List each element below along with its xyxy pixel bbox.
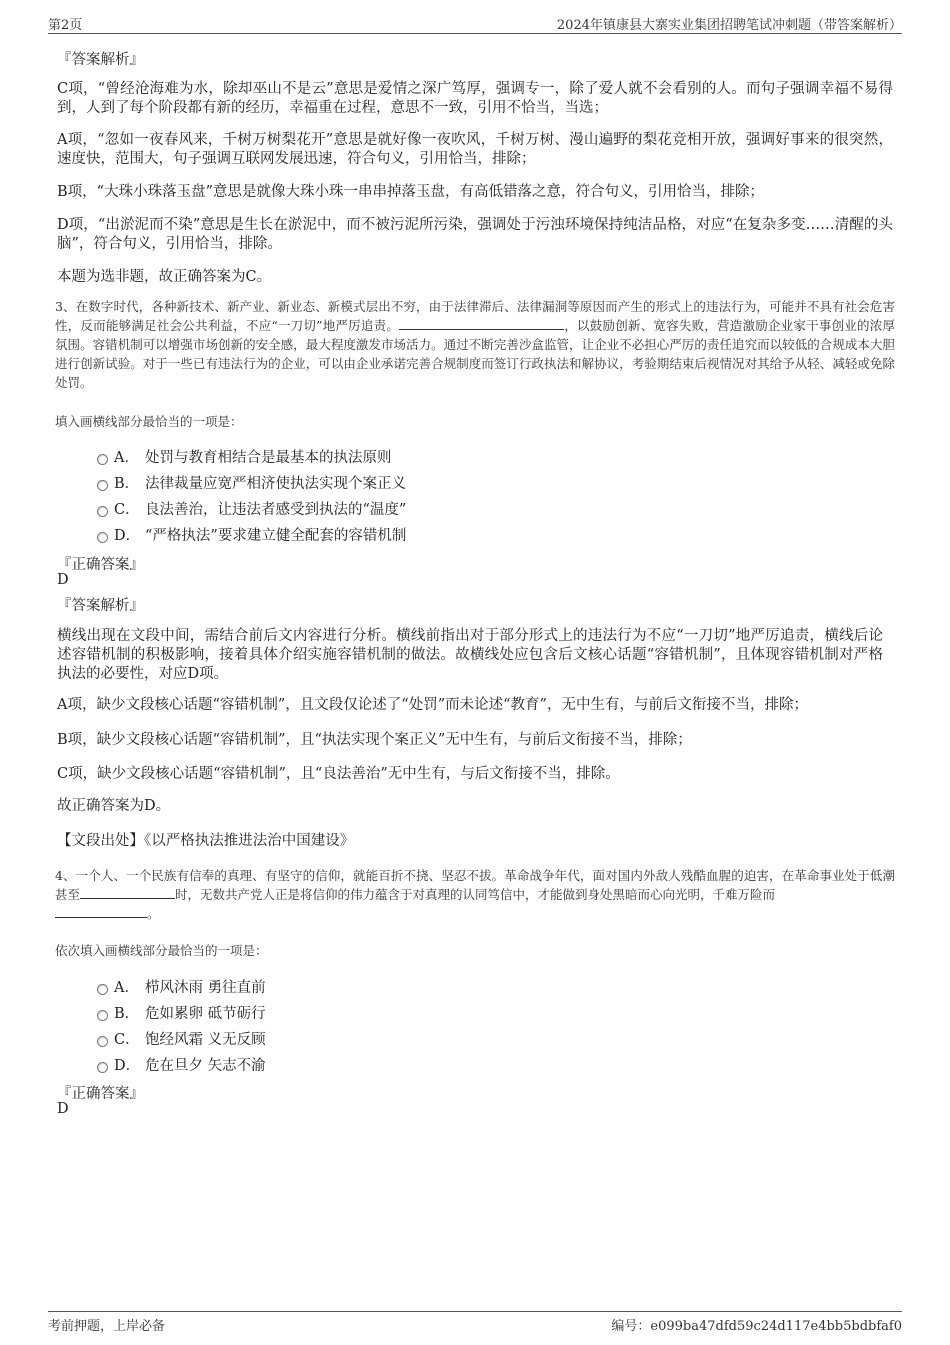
radio-button[interactable] [97,1010,108,1021]
analysis-label: 『答案解析』 [57,598,144,614]
q3-analysis-option-c: C项，缺少文段核心话题“容错机制”，且“良法善治”无中生有，与后文衔接不当，排除。 [57,766,620,782]
document-id: 编号：e099ba47dfd59c24d117e4bb5bdbfaf0 [611,1319,902,1334]
radio-button[interactable] [97,454,108,465]
question-4-prompt: 依次填入画横线部分最恰当的一项是： [55,943,268,958]
q3-source: 【文段出处】《以严格执法推进法治中国建设》 [57,833,355,849]
analysis-paragraph-a: A项，“忽如一夜春风来，千树万树梨花开”意思是就好像一夜吹风，千树万树、漫山遍野的梨花竞相开放，强调好事来的很突然，速度快，范围大，句子强调互联网发展迅速，符合句义，引用恰当，排除； [57,132,893,167]
answer-blank [399,317,564,330]
q3-analysis-conclusion: 故正确答案为D。 [57,798,171,814]
page-header [48,14,902,34]
correct-answer-label: 『正确答案』 [57,1086,144,1102]
radio-button[interactable] [97,1036,108,1047]
analysis-paragraph-b: B项，“大珠小珠落玉盘”意思是就像大珠小珠一串串掉落玉盘，有高低错落之意，符合句义，引用恰当，排除； [57,184,764,200]
question-4-text: 4、一个人、一个民族有信奉的真理、有坚守的信仰，就能百折不挠、坚忍不拔。革命战争年代，面对国内外敌人残酷血腥的迫害，在革命事业处于低潮甚至 时，无数共产党人正是将信仰的伟力蕴含于对真理的认同笃信中，才能做到身处黑暗而心向光明，千难万险而 。 [55,868,895,921]
q3-analysis-paragraph: 横线出现在文段中间，需结合前后文内容进行分析。横线前指出对于部分形式上的违法行为不应“一刀切”地严厉追责，横线后论述容错机制的积极影响，接着具体介绍实施容错机制的做法。故横线处应包含后文核心话题“容错机制”，且体现容错机制对严格执法的必要性，对应D项。 [57,628,883,682]
question-3-text: 3、在数字时代，各种新技术、新产业、新业态、新模式层出不穷，由于法律滞后、法律漏洞等原因而产生的形式上的违法行为，可能并不具有社会危害性，反而能够满足社会公共利益，不应“一刀切”地严厉追责。 ，以鼓励创新、宽容失败，营造激励企业家干事创业的浓厚氛围。容错机制可以增强市场创新的安全感，最大程度激发市场活力。通过不断完善沙盒监管，让企业不必担心严厉的责任追究而以较低的合规成本大胆进行创新试验。对于一些已有违法行为的企业，可以由企业承诺完善合规制度而签订行政执法和解协议，考验期结束后视情况对其给予从轻、减轻或免除处罚。 [55,299,895,390]
analysis-paragraph-c: C项，“曾经沧海难为水，除却巫山不是云”意思是爱情之深广笃厚，强调专一，除了爱人就不会看别的人。而句子强调幸福不易得到，人到了每个阶段都有新的经历，幸福重在过程，意思不一致，引用不恰当，当选； [57,81,893,116]
document-title: 2024年镇康县大寨实业集团招聘笔试冲刺题（带答案解析） [556,18,902,33]
answer-blank [80,886,175,899]
radio-button[interactable] [97,480,108,491]
radio-button[interactable] [97,506,108,517]
analysis-paragraph-d: D项，“出淤泥而不染”意思是生长在淤泥中，而不被污泥所污染，强调处于污浊环境保持纯洁品格，对应“在复杂多变……清醒的头脑”，符合句义，引用恰当，排除。 [57,217,893,252]
page-number: 第2页 [48,18,83,33]
answer-blank [55,905,147,918]
q3-analysis-option-b: B项，缺少文段核心话题“容错机制”，且“执法实现个案正义”无中生有，与前后文衔接不当，排除； [57,732,692,748]
q3-analysis-option-a: A项，缺少文段核心话题“容错机制”，且文段仅论述了“处罚”而未论述“教育”，无中生有，与前后文衔接不当，排除； [57,697,808,713]
analysis-label: 『答案解析』 [57,52,144,68]
correct-answer-label: 『正确答案』 [57,557,144,573]
page-footer [48,1311,902,1333]
correct-answer-value: D [57,572,69,588]
radio-button[interactable] [97,1062,108,1073]
analysis-conclusion: 本题为选非题，故正确答案为C。 [57,269,272,285]
footer-slogan: 考前押题，上岸必备 [48,1319,166,1334]
radio-button[interactable] [97,532,108,543]
question-3-prompt: 填入画横线部分最恰当的一项是： [55,414,243,429]
radio-button[interactable] [97,984,108,995]
correct-answer-value: D [57,1101,69,1117]
